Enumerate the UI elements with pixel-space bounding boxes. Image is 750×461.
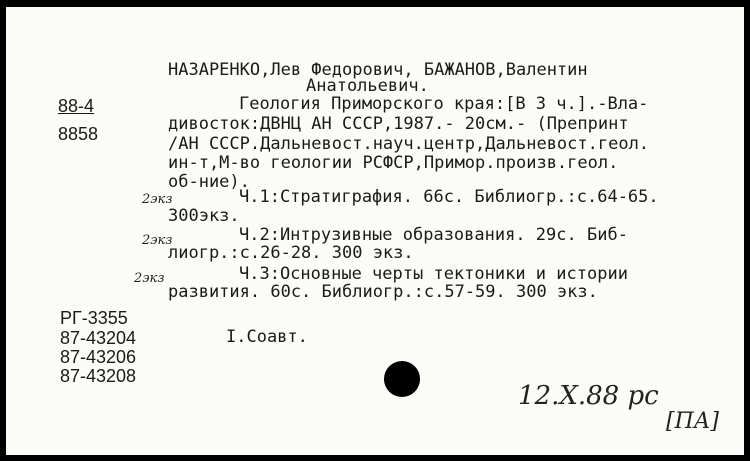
call-number-bottom: 8858 [58, 124, 99, 144]
title-line-2: дивосток:ДВНЦ АН СССР,1987.- 20см.- (Препринт [168, 114, 629, 134]
part-3-line-1: Ч.3:Основные черты тектоники и истории [239, 264, 628, 284]
handwritten-date: 12.X.88 рс [518, 381, 659, 411]
part-3-line-2: развития. 60с. Библиогр.:с.57-59. 300 экз. [168, 282, 598, 302]
part-1-line-2: 300экз. [168, 206, 240, 226]
coauthor-note: I.Соавт. [226, 327, 308, 347]
title-line-3: /АН СССР.Дальневост.науч.центр,Дальневост.геол. [168, 134, 650, 154]
title-line-5: об-ние). [168, 172, 250, 192]
card-punch-hole [384, 361, 420, 397]
inventory-number-1: РГ-3355 [60, 308, 128, 328]
call-number-top: 88-4 [58, 96, 95, 116]
catalog-card [6, 7, 744, 455]
part-2-copies-handwritten: 2экз [142, 233, 173, 248]
authors-line-1: НАЗАРЕНКО,Лев Федорович, БАЖАНОВ,Валентин [168, 60, 588, 80]
authors-line-2: Анатольевич. [306, 76, 429, 96]
inventory-number-3: 87-43206 [60, 347, 137, 367]
part-1-line-1: Ч.1:Стратиграфия. 66с. Библиогр.:с.64-65. [239, 187, 659, 207]
part-2-line-2: лиогр.:с.26-28. 300 экз. [168, 243, 414, 263]
inventory-number-4: 87-43208 [60, 366, 137, 386]
title-line-4: ин-т,М-во геологии РСФСР,Примор.произв.геол. [168, 153, 619, 173]
inventory-number-2: 87-43204 [60, 328, 137, 348]
part-2-line-1: Ч.2:Интрузивные образования. 29с. Биб- [239, 225, 628, 245]
title-line-1: Геология Приморского края:[В 3 ч.].-Вла- [239, 94, 649, 114]
part-1-copies-handwritten: 2экз [142, 192, 173, 207]
handwritten-stamp: [ПА] [666, 409, 720, 434]
part-3-copies-handwritten: 2экз [134, 271, 165, 286]
